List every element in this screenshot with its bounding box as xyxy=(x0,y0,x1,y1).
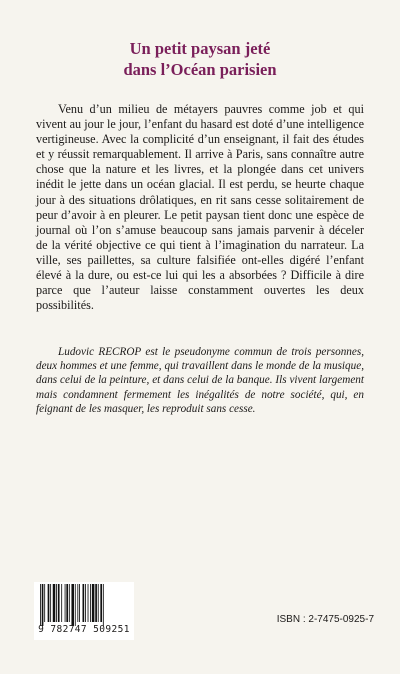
author-name: Ludovic RECROP xyxy=(58,346,142,358)
summary-paragraph: Venu d’un milieu de métayers pauvres comme job et qui vivent au jour le jour, l’enfant du hasard est doté d’une intelligence vertigineuse. Avec la complicité d’un enseignant, il fait des études et y réussit remarquablement. Il arrive à Paris, sans connaître autre chose que la nature et les livres, et la plongée dans cet univers inédit le jette dans un océan glacial. Il est perdu, se heurte chaque jour à des situations drôlatiques, en rit sans cesse solitairement de peur d’avoir à en pleurer. Le petit paysan tient donc une espèce de journal où l’on s’amuse beaucoup sans jamais parvenir à déceler de la vérité objective ce qui tient à l’imagination du narrateur. La ville, ses paillettes, sa culture falsifiée ont-elles digéré l’enfant élevé à la dure, ou est-ce lui qui les a absorbées ? Difficile à dire parce que l’auteur laisse constamment ouvertes les deux possibilités. xyxy=(36,102,364,313)
barcode-digits: 9 782747 509251 xyxy=(38,624,130,635)
barcode-bar xyxy=(40,584,41,626)
author-bio-paragraph xyxy=(36,345,364,416)
barcode-bar xyxy=(92,584,95,622)
barcode-bar xyxy=(85,584,86,622)
barcode-bar xyxy=(53,584,56,622)
barcode-bar xyxy=(61,584,62,622)
barcode-bar xyxy=(42,584,44,626)
barcode-bar xyxy=(100,584,102,622)
barcode-bar xyxy=(44,584,45,622)
barcode-bar xyxy=(88,584,89,622)
barcode-bar xyxy=(79,584,80,622)
barcode-bar xyxy=(56,584,57,622)
barcode-bar xyxy=(98,584,99,622)
isbn-label: ISBN : 2-7475-0925-7 xyxy=(276,614,374,625)
barcode xyxy=(34,582,134,640)
barcode-bar xyxy=(50,584,51,622)
author-bio: est le pseudonyme commun de trois personnes, deux hommes et une femme, qui travaillent dans le monde de la musique, dans celui de la peinture, et dans celui de la banque. Ils vivent largement mais condamnent fermement les inégalités de notre société, qui, en feignant de les masquer, les reproduit sans cesse. xyxy=(36,346,364,415)
barcode-bar xyxy=(58,584,60,622)
barcode-bar xyxy=(103,584,104,626)
barcode-bar xyxy=(48,584,50,622)
barcode-bar xyxy=(65,584,66,622)
barcode-bar xyxy=(69,584,70,622)
barcode-bar xyxy=(90,584,91,622)
book-title-line-2: dans l’Océan parisien xyxy=(123,60,277,79)
barcode-bar xyxy=(66,584,68,622)
barcode-bar xyxy=(77,584,78,622)
barcode-bar xyxy=(95,584,97,622)
barcode-bar xyxy=(71,584,74,626)
book-title xyxy=(20,38,380,80)
barcode-bar xyxy=(75,584,76,626)
barcode-bars xyxy=(34,582,134,626)
barcode-bar xyxy=(83,584,85,622)
book-title-line-1: Un petit paysan jeté xyxy=(129,39,271,58)
